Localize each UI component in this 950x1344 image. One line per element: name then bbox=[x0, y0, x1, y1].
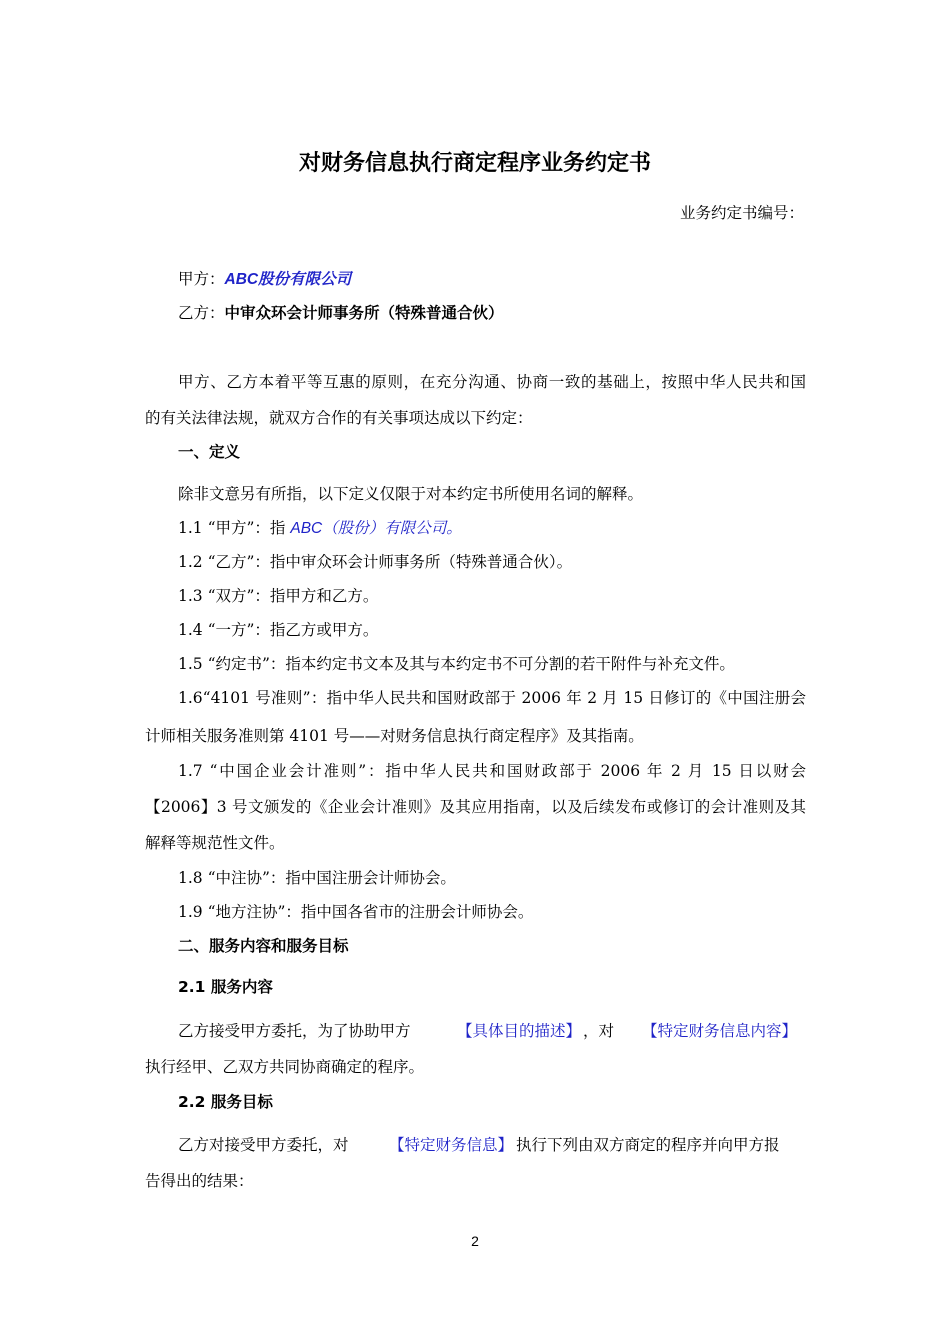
party-a-label: 甲方： bbox=[178, 270, 225, 288]
page-number: 2 bbox=[471, 1233, 479, 1249]
section-2-heading: 二、服务内容和服务目标 bbox=[178, 937, 349, 955]
definition-1-3: 1.3 “双方”：指甲方和乙方。 bbox=[178, 587, 379, 605]
party-b-name: 中审众环会计师事务所（特殊普通合伙） bbox=[224, 304, 504, 322]
service-goal-line-2: 告得出的结果： bbox=[145, 1172, 254, 1190]
page-title: 对财务信息执行商定程序业务约定书 bbox=[298, 151, 651, 176]
definition-1-6-line-2: 计师相关服务准则第 4101 号——对财务信息执行商定程序》及其指南。 bbox=[145, 727, 644, 745]
definition-1-8: 1.8 “中注协”：指中国注册会计师协会。 bbox=[178, 869, 456, 887]
service-goal-text-a: 乙方对接受甲方委托，对 bbox=[178, 1136, 349, 1154]
financial-info-placeholder: 【特定财务信息】 bbox=[389, 1136, 514, 1154]
intro-line-2: 的有关法律法规，就双方合作的有关事项达成以下约定： bbox=[145, 409, 533, 427]
definition-1-4: 1.4 “一方”：指乙方或甲方。 bbox=[178, 621, 379, 639]
contract-number-label: 业务约定书编号： bbox=[679, 204, 804, 222]
service-content-line-1 bbox=[178, 1020, 411, 1042]
definition-1-5: 1.5 “约定书”：指本约定书文本及其与本约定书不可分割的若干附件与补充文件。 bbox=[178, 655, 735, 673]
intro-line-1: 甲方、乙方本着平等互惠的原则，在充分沟通、协商一致的基础上，按照中华人民共和国 bbox=[178, 373, 806, 391]
definition-1-9: 1.9 “地方注协”：指中国各省市的注册会计师协会。 bbox=[178, 903, 534, 921]
service-content-text-a: 乙方接受甲方委托，为了协助甲方 bbox=[178, 1022, 411, 1040]
purpose-placeholder: 【具体目的描述】 bbox=[457, 1022, 582, 1040]
definition-1-7-line-2: 【2006】3 号文颁发的《企业会计准则》及其应用指南，以及后续发布或修订的会计准则及其 bbox=[145, 798, 806, 816]
definitions-lead: 除非文意另有所指，以下定义仅限于对本约定书所使用名词的解释。 bbox=[178, 485, 644, 503]
definition-1-1 bbox=[178, 517, 462, 540]
definition-1-7-line-1: 1.7 “中国企业会计准则”：指中华人民共和国财政部于 2006 年 2 月 15 日以财会 bbox=[178, 762, 806, 780]
service-goal-text-b: 执行下列由双方商定的程序并向甲方报 bbox=[516, 1136, 780, 1154]
party-b-line bbox=[178, 302, 504, 324]
service-content-text-b: ，对 bbox=[583, 1022, 615, 1040]
subsection-2-2-heading: 2.2 服务目标 bbox=[178, 1093, 273, 1111]
subsection-2-1-heading: 2.1 服务内容 bbox=[178, 978, 273, 996]
definition-1-7-line-3: 解释等规范性文件。 bbox=[145, 834, 285, 852]
financial-info-content-placeholder: 【特定财务信息内容】 bbox=[642, 1022, 798, 1040]
section-1-heading: 一、定义 bbox=[178, 443, 241, 461]
party-a-name: ABC股份有限公司 bbox=[224, 271, 352, 288]
definition-1-2: 1.2 “乙方”：指中审众环会计师事务所（特殊普通合伙）。 bbox=[178, 553, 573, 571]
definition-1-1-company: ABC（股份）有限公司。 bbox=[290, 520, 462, 537]
definition-1-6-line-1: 1.6“4101 号准则”：指中华人民共和国财政部于 2006 年 2 月 15 日修订的《中国注册会 bbox=[178, 689, 806, 707]
service-content-line-2: 执行经甲、乙双方共同协商确定的程序。 bbox=[145, 1058, 425, 1076]
party-a-line bbox=[178, 268, 351, 291]
definition-1-1-text: 1.1 “甲方”：指 bbox=[178, 519, 291, 537]
party-b-label: 乙方： bbox=[178, 304, 225, 322]
